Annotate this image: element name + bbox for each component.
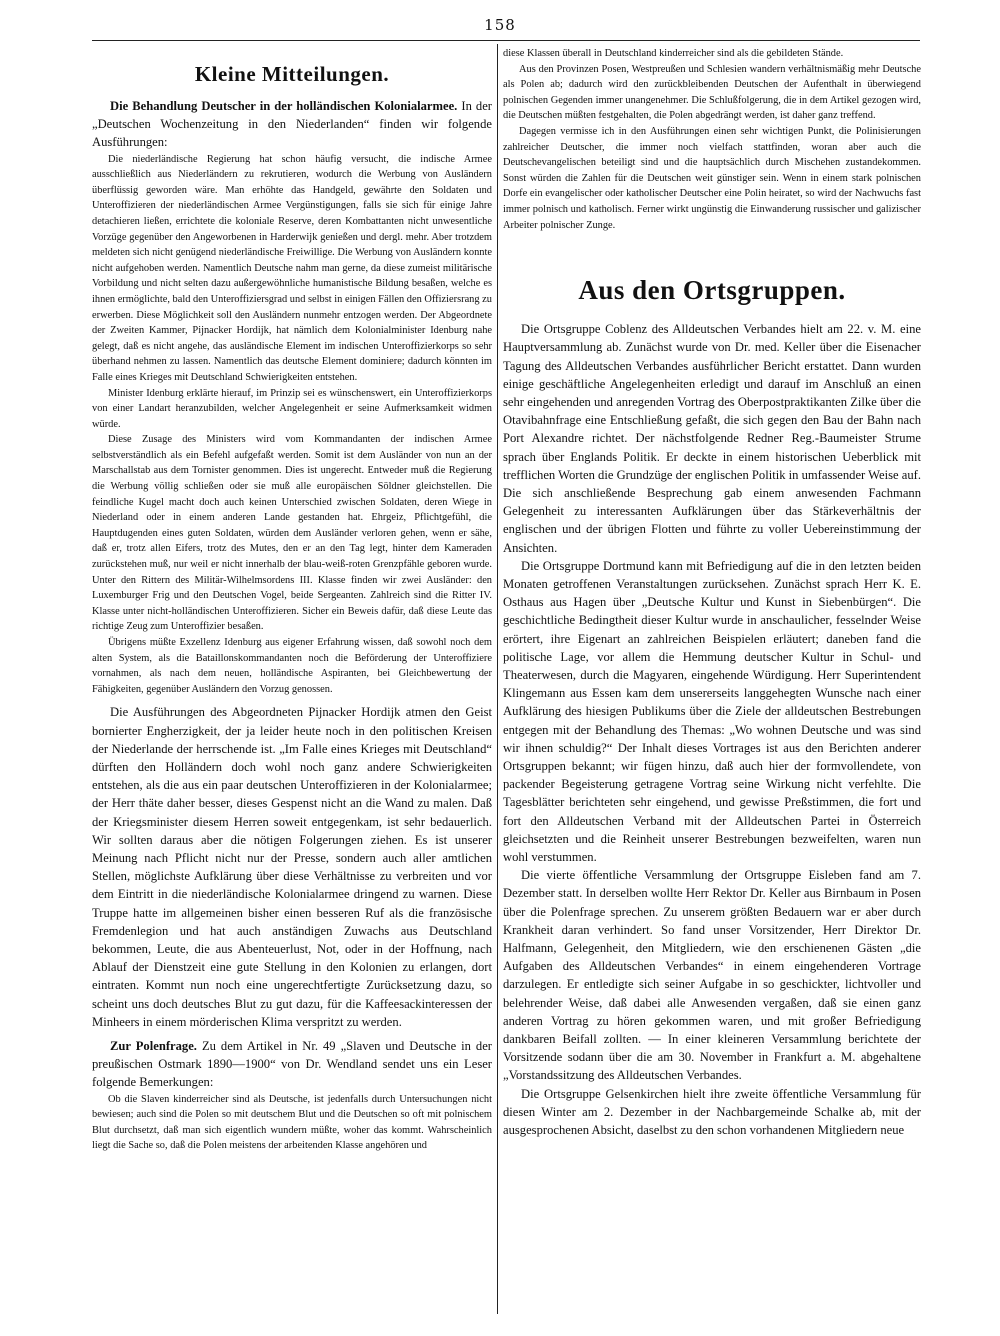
ortsgruppe-dortmund-paragraph: Die Ortsgruppe Dortmund kann mit Befriedigung auf die in den letzten beiden Monaten getroffenen Veranstaltungen zurücksehen. Zunächst sprach Herr K. E. Osthaus aus Hagen über „Deutsche Kultur und Kunst in Siebenbürgen“. Die geschichtliche Bedingtheit dieser Kultur wurde in anschaulicher, fesselnder Weise erörtert, ihre Eigenart an zahlreichen Beispielen erläutert; daneben fand die politische Lage, vor allem die Hemmung deutscher Kultur in Schul- und Theaterwesen, durch die Magyaren, eingehende Würdigung. Herr Superintendent Klingemann aus Essen kam dem unsererseits langgehegten Wunsche nach einer Aufklärung des hiesigen Publikums über die Ziele der alldeutschen Bestrebungen entgegen mit der Behandlung des Themas: „Wo wohnen Deutsche und was sind wir ihnen schuldig?“ Der Inhalt dieses Vortrages ist aus den Berichten anderer Ortsgruppen bekannt; wir fügen hinzu, daß auch hier der formvollendete, von packender Begeisterung getragene Vortrag seine Wirkung nicht verfehlte. Die Tagesblätter berichteten sehr eingehend, und gewisse Preßstimmen, die fort und fort den Alldeutschen Verband mit der Alldeutschen Partei in Österreich gleichsetzten und die Reinheit unserer Bestrebungen bezweifelten, waren nun wohl verstummen. bbox=[503, 558, 921, 865]
section-heading-kleine-mitteilungen: Kleine Mitteilungen. bbox=[194, 62, 390, 86]
right-column bbox=[503, 46, 921, 1316]
quote-paragraph: Diese Zusage des Ministers wird vom Kommandanten der indischen Armee selbstverständlich als ein Befehl aufgefaßt werden. Somit ist dem Ausländer von nun an der Marschallstab aus dem Tornister genommen. Dies ist ungerecht. Entweder muß die Regierung die Werbung völlig schließen oder sie muß alle europäischen Söldner gleichstellen. Die feindliche Kugel macht doch auch keinen Unterschied zwischen Soldaten, deren Wiege in Niederland oder in einem anderen Lande gestanden hat. Ehrgeiz, Pflichtgefühl, die Hauptdugenden eines guten Soldaten, würden dem Ausländer verloren gehen, wenn er sähe, daß er, trotz allen Eifers, trotz des Mutes, den er an den Tag legt, hinter dem Kameraden zurückstehen muß, nur weil er nicht innerhalb der blau-weiß-roten Grenzpfähle geboren wurde. Unter den Rittern des Militär-Wilhelmsordens III. Klasse finden wir zwei Ausländer: den Luxemburger Frig und den Deutschen Vogel, beide Sergeanten. Zahlreich sind die Ritter IV. Klasse unter nicht-holländischen Unteroffizieren. Sicher ein Beweis dafür, daß diese Leute das richtige Zeug zum Unteroffizier besaßen. bbox=[92, 434, 492, 633]
left-column bbox=[92, 46, 492, 1316]
quote-paragraph: Minister Idenburg erklärte hierauf, im Prinzip sei es wünschenswert, ein Unteroffizierkorps von einer Landart heranzubilden, welcher Angelegenheit er seine Aufmerksamkeit widmen würde. bbox=[92, 387, 492, 430]
quote-paragraph: Ob die Slaven kinderreicher sind als Deutsche, ist jedenfalls durch Untersuchungen nicht bewiesen; auch sind die Polen so mit deutschem Blut und die Deutschen so oft mit polnischem Blut durchsetzt, daß man sich eigentlich wundern müßte, woher das kommt. Wahrscheinlich liegt die Sache so, daß die Polen meistens der arbeitenden Klasse angehören und bbox=[92, 1093, 492, 1152]
article-polenfrage-intro: Zu dem Artikel in Nr. 49 „Slaven und Deutsche in der preußischen Ostmark 1890—1900“ von Dr. Wendland sendet uns ein Leser folgende Bemerkungen: bbox=[92, 1039, 492, 1090]
polenfrage-paragraph: Aus den Provinzen Posen, Westpreußen und Schlesien wandern verhältnismäßig mehr Deutsche als Polen ab; dadurch wird den zurückbleibenden Deutschen der Aufenthalt in überwiegend polnischen Gegenden immer unangenehmer. Die Schlußfolgerung, die in dem Artikel gezogen wird, die Deutschen müßten festgehalten, die Polen abgedrängt werden, ist daher ganz treffend. bbox=[503, 63, 921, 122]
ortsgruppe-gelsenkirchen-paragraph: Die Ortsgruppe Gelsenkirchen hielt ihre zweite öffentliche Versammlung für diesen Winter am 2. Dezember in der Nachbargemeinde Schalke ab, mit der ausgesprochenen Absicht, daselbst zu den schon vorhandenen Mitgliedern neue bbox=[503, 1086, 921, 1138]
section-heading-ortsgruppen: Aus den Ortsgruppen. bbox=[578, 275, 846, 306]
continuation-paragraph: diese Klassen überall in Deutschland kinderreicher sind als die gebildeten Stände. bbox=[503, 48, 844, 59]
ortsgruppe-coblenz-paragraph: Die Ortsgruppe Coblenz des Alldeutschen Verbandes hielt am 22. v. M. eine Hauptversammlung ab. Zunächst wurde von Dr. med. Keller über die Eisenacher Tagung des Alldeutschen Verbandes ausführlicher Bericht erstattet. Dann wurden einige geschäftliche Angelegenheiten erledigt und darauf im Anschluß an einen sehr eingehenden und anregenden Vortrag des Oberpostpraktikanten Zilke über die Otavibahnfrage eine Entschließung gefaßt, die sich gegen den Bau der Bahn nach Port Alexandre richtet. Der nächstfolgende Redner Reg.-Baumeister Strume sprach über Englands Politik. Er deckte in einem historischen Ueberblick mit trefflichen Worten die Grundzüge der englischen Politik in umfassender Weise auf. Die sich anschließende Besprechung gab einem anwesenden Fachmann Gelegenheit zu interessanten Aufklärungen über das Stärkeverhältnis der englischen und der übrigen Flotten und führte zu voller Uebereinstimmung der Ansichten. bbox=[503, 322, 921, 555]
page-number: 158 bbox=[484, 16, 516, 34]
ortsgruppe-eisleben-paragraph: Die vierte öffentliche Versammlung der Ortsgruppe Eisleben fand am 7. Dezember statt. In derselben wollte Herr Rektor Dr. Keller aus Birnbaum in Posen über die Polenfrage sprechen. Zu unserem größten Bedauern war er aber durch Krankheit daran verhindert. So fand unser Vorsitzender, Herr Direktor Dr. Halfmann, Gelegenheit, den Mitgliedern, wie den erschienenen Gästen „die Aufgaben des Alldeutschen Verbandes“ in einem eingehenderen Vortrage darzulegen. Er entledigte sich seiner Aufgabe in so geschickter, lichtvoller und belehrender Weise, daß dabei alle Anwesenden vergaßen, daß sie einen ganz anderen Vortrag zu hören gekommen waren, und mit großer Befriedigung dankbaren Beifall zollten. — In einer kleineren Versammlung berichtete der Vorsitzende sodann über die am 30. November in Frankfurt a. M. abgehaltene „Vorstandssitzung des Alldeutschen Verbandes. bbox=[503, 868, 921, 1083]
commentary-paragraph: Die Ausführungen des Abgeordneten Pijnacker Hordijk atmen den Geist bornierter Engherzigkeit, der ja leider heute noch in den politischen Kreisen der Niederlande der herrschende ist. „Im Falle eines Krieges mit Deutschland“ dürften den Holländern doch wohl noch ganz andere Schwierigkeiten entstehen, als die aus ein paar deutschen Unteroffizieren in der Kolonialarmee; der Herr thäte daher besser, dieses Gespenst nicht an die Wand zu malen. Daß der Kriegsminister diesem Herren soweit entgegenkam, ist sehr bedauerlich. Wir sollten daraus aber die nötigen Folgerungen ziehen. Es ist unserer Meinung nach Pflicht nicht nur der Presse, sondern auch aller amtlichen Stellen, möglichste Aufklärung über diese Verhältnisse zu verbreiten und vor dem Eintritt in die niederländische Kolonialarmee dringend zu warnen. Diese Truppe hatte im allgemeinen bisher einen besseren Ruf als die französische Fremdenlegion und hat auch anständigen Zuwachs aus Deutschland bekommen, Leute, die aus Abenteuerlust, Not, oder in der Hoffnung, nach Ablauf der Dienstzeit eine gute Stellung in den Kolonien zu erlangen, dort eintraten. Kommt nun noch eine ungerechtfertigte Zurücksetzung dazu, so scheint uns doch deutsches Blut zu gut dazu, für die Kaffeesackinteressen der Minheers in einem mörderischen Klima verspritzt zu werden. bbox=[92, 705, 492, 1029]
article-kolonialarmee-intro: In der „Deutschen Wochenzeitung in den Niederlanden“ finden wir folgende Ausführungen: bbox=[92, 99, 492, 150]
article-polenfrage-lead bbox=[92, 1037, 492, 1092]
quote-paragraph: Übrigens müßte Exzellenz Idenburg aus eigener Erfahrung wissen, daß sowohl noch dem alten System, als die Bataillonskommandanten noch die Beförderung der Unteroffiziere vornahmen, als nach dem neuen, holländische Aspiranten, bei Gleichbewertung der Fähigkeiten, gegenüber Ausländern den Vorzug genossen. bbox=[92, 637, 492, 695]
article-kolonialarmee-title: Die Behandlung Deutscher in der holländischen Kolonialarmee. bbox=[110, 99, 458, 113]
quote-paragraph: Die niederländische Regierung hat schon häufig versucht, die indische Armee ausschließlich aus Niederländern zu rekrutieren, wodurch die Werbung von Ausländern überflüssig geworden wäre. Man erhöhte das Handgeld, gewährte den Soldaten und Unteroffizieren der niederländischen Armee Vergünstigungen, falls sie sich für einige Jahre detachieren ließen, errichtete die koloniale Reserve, deren Kombattanten nicht unwesentliche Vorzüge gegenüber den Angeworbenen in Harderwijk genießen und dergl. mehr. Aber trotzdem meldeten sich nicht genügend niederländische Freiwillige. Die Werbung von Ausländern konnte nicht aufgehoben werden. Namentlich Deutsche nahm man gerne, da diese zumeist militärische Vorbildung und nicht selten dazu außergewöhnliche humanistische Bildung besaßen, welche es ihnen ermöglichte, bald den Unteroffiziersgrad und selbst in einigen Fällen den Offiziersrang zu erwerben. Diese Möglichkeit soll den Ausländern nunmehr entzogen werden. Der Abgeordnete der Zweiten Kammer, Pijnacker Hordijk, hat nämlich dem Kolonialminister Idenburg nahe gelegt, daß es nicht angehe, das ausländische Element im indischen Unteroffizierkorps so sehr überhand nehmen zu lassen. Namentlich das deutsche Element dominiere; dadurch könnten im Falle eines Krieges mit Deutschland Schwierigkeiten entstehen. bbox=[92, 153, 492, 383]
top-rule bbox=[92, 40, 920, 41]
polenfrage-paragraph: Dagegen vermisse ich in den Ausführungen einen sehr wichtigen Punkt, die Polinisierungen zahlreicher Deutscher, die immer noch vielfach stattfinden, woran aber auch die Deutschevangelischen beteiligt sind und die hauptsächlich durch Mischehen zustandekommen. Sonst würden die Zahlen für die Deutschen weit günstiger sein. Wenn in einem stark polnischen Dorfe ein evangelischer oder katholischer Deutscher eine Polin heiratet, so wird der Nachwuchs fast immer polnisch und katholisch. Ferner wirkt ungünstig die Einwanderung russischer und galizischer Arbeiter polnischer Zunge. bbox=[503, 125, 921, 231]
column-divider bbox=[497, 44, 498, 1314]
article-kolonialarmee-lead bbox=[92, 97, 492, 152]
article-polenfrage-title: Zur Polenfrage. bbox=[110, 1039, 197, 1054]
